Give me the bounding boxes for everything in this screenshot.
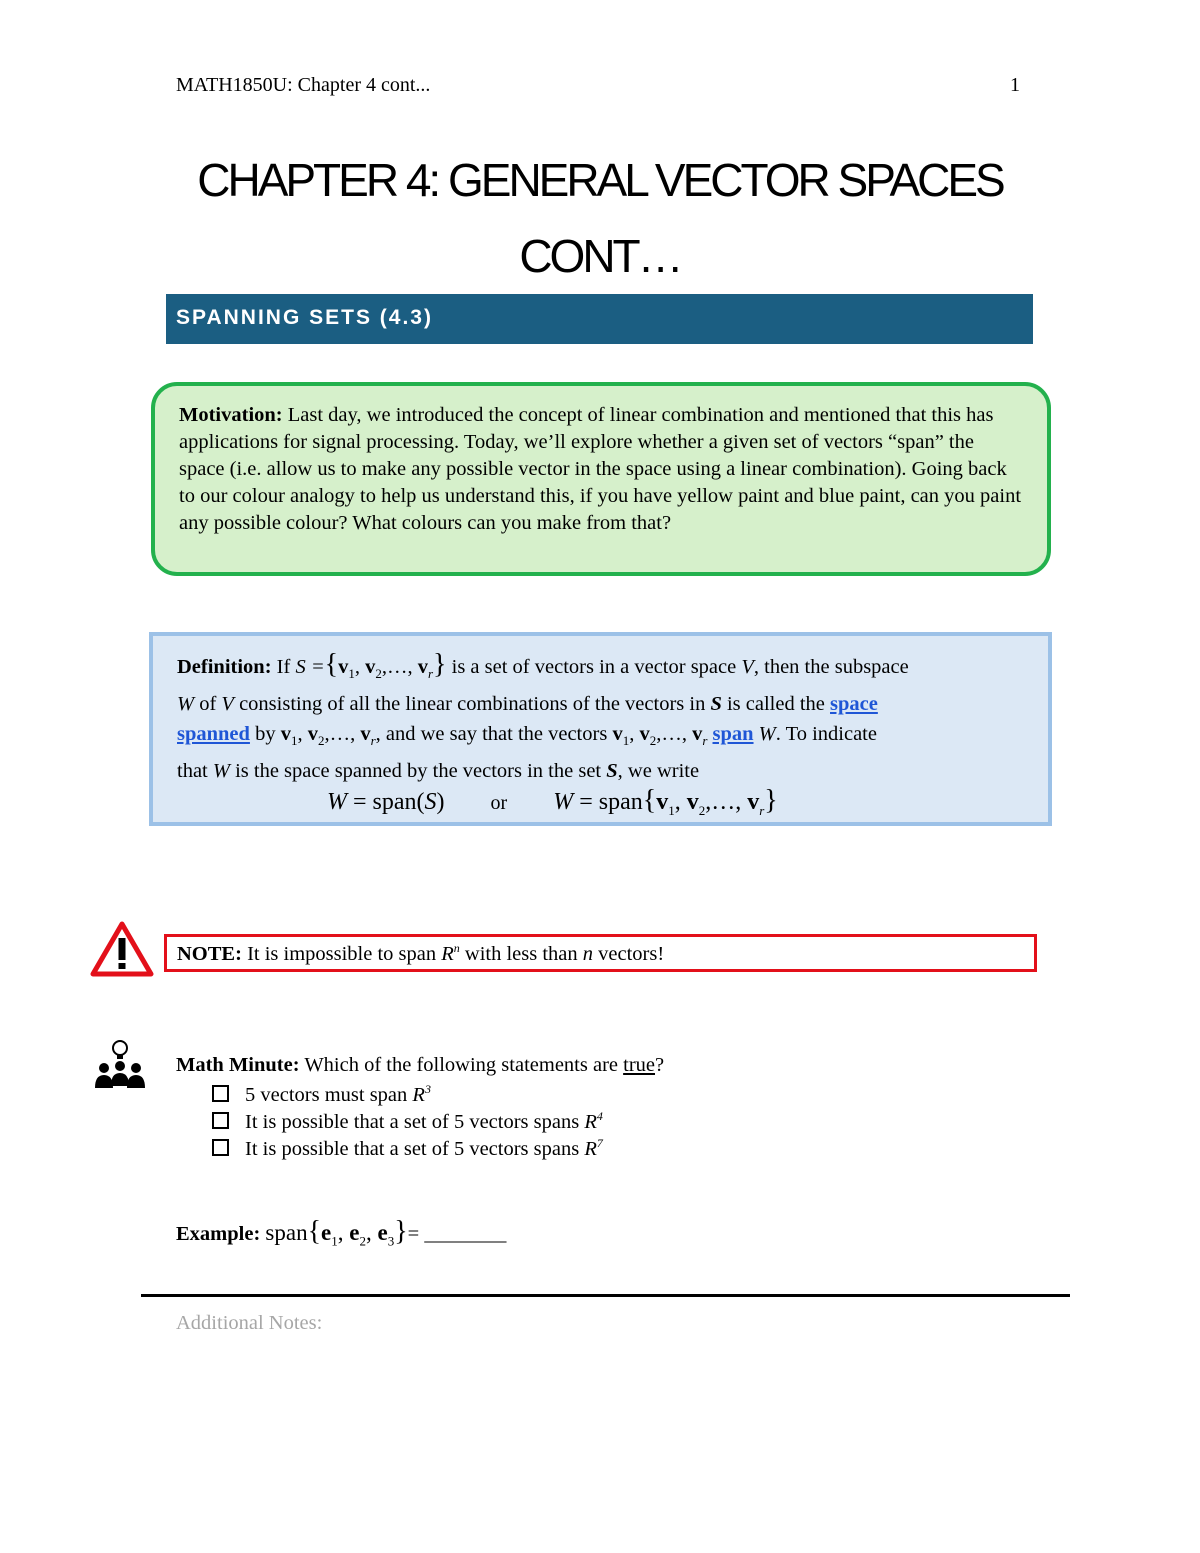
term-space-link[interactable]: space xyxy=(830,693,878,716)
example-line: Example: $span\{e_1$, $e_2$, $e_3\}=$ ________ xyxy=(176,1216,507,1249)
term-spanned-link[interactable]: spanned xyxy=(177,723,250,746)
group-idea-icon xyxy=(92,1036,146,1092)
warning-icon xyxy=(90,920,154,978)
chapter-title-line2: CONT… xyxy=(519,230,681,282)
motivation-text: Last day, we introduced the concept of linear combination and mentioned that this has applications for signal processing. Today, we’ll explore whether a given set of vectors “span” the space (i.e. allow us to make any possible vector in the space using a linear combination). Going back to our colour analogy to help us understand this, if you have yellow paint and blue paint, can you paint any possible colour? What colours can you make from that? xyxy=(179,404,1022,534)
note-box: NOTE: It is impossible to span $R^n$ with less than n vectors! xyxy=(164,934,1037,972)
running-header: MATH1850U: Chapter 4 cont... xyxy=(176,74,431,96)
option-checkbox[interactable] xyxy=(212,1085,229,1102)
math-minute-label: Math Minute: xyxy=(176,1054,300,1076)
definition-box xyxy=(149,632,1052,826)
or-word: or xyxy=(490,792,508,815)
page-number: 1 xyxy=(1010,74,1020,96)
math-minute-question: Math Minute: Which of the following statements are true? xyxy=(176,1054,665,1076)
section-heading: SPANNING SETS (4.3) xyxy=(166,294,1033,344)
definition-line2: W of V consisting of all the linear combinations of the vectors in S is called the space xyxy=(177,693,878,716)
math-S: S = xyxy=(295,656,325,678)
definition-label: Definition: xyxy=(177,656,272,678)
answer-blank[interactable]: = ________ xyxy=(407,1223,507,1245)
motivation-box xyxy=(151,382,1051,576)
chapter-title-line1: CHAPTER 4: GENERAL VECTOR SPACES xyxy=(197,154,1003,206)
option-checkbox[interactable] xyxy=(212,1139,229,1156)
span-formula: W = span(S) or $W = span\{v_1$, $v_2,\dots$, $v_r$} xyxy=(327,785,778,818)
option-item: It is possible that a set of 5 vectors spans $R^7$ xyxy=(212,1136,603,1161)
definition-line3: spanned by $v_1$, $v_2,\dots$, $v_r$, and we say that the vectors $v_1$, $v_2,\dots$, $v_r$ span W. To indicate xyxy=(177,723,877,749)
note-label: NOTE: xyxy=(177,942,242,965)
divider xyxy=(141,1294,1070,1297)
definition-line1: Definition: If $S =\{v_1$, $v_2,\dots$, $v_r$} is a set of vectors in a vector space V, then the subspace xyxy=(177,649,909,682)
option-checkbox[interactable] xyxy=(212,1112,229,1129)
example-label: Example: xyxy=(176,1223,261,1245)
definition-line4: that W is the space spanned by the vectors in the set S, we write xyxy=(177,760,700,783)
term-span-link[interactable]: span xyxy=(712,723,754,746)
motivation-label: Motivation: xyxy=(179,404,283,426)
option-item: It is possible that a set of 5 vectors spans $R^4$ xyxy=(212,1109,603,1134)
option-item: 5 vectors must span $R^3$ xyxy=(212,1082,431,1107)
additional-notes-label: Additional Notes: xyxy=(176,1312,323,1334)
